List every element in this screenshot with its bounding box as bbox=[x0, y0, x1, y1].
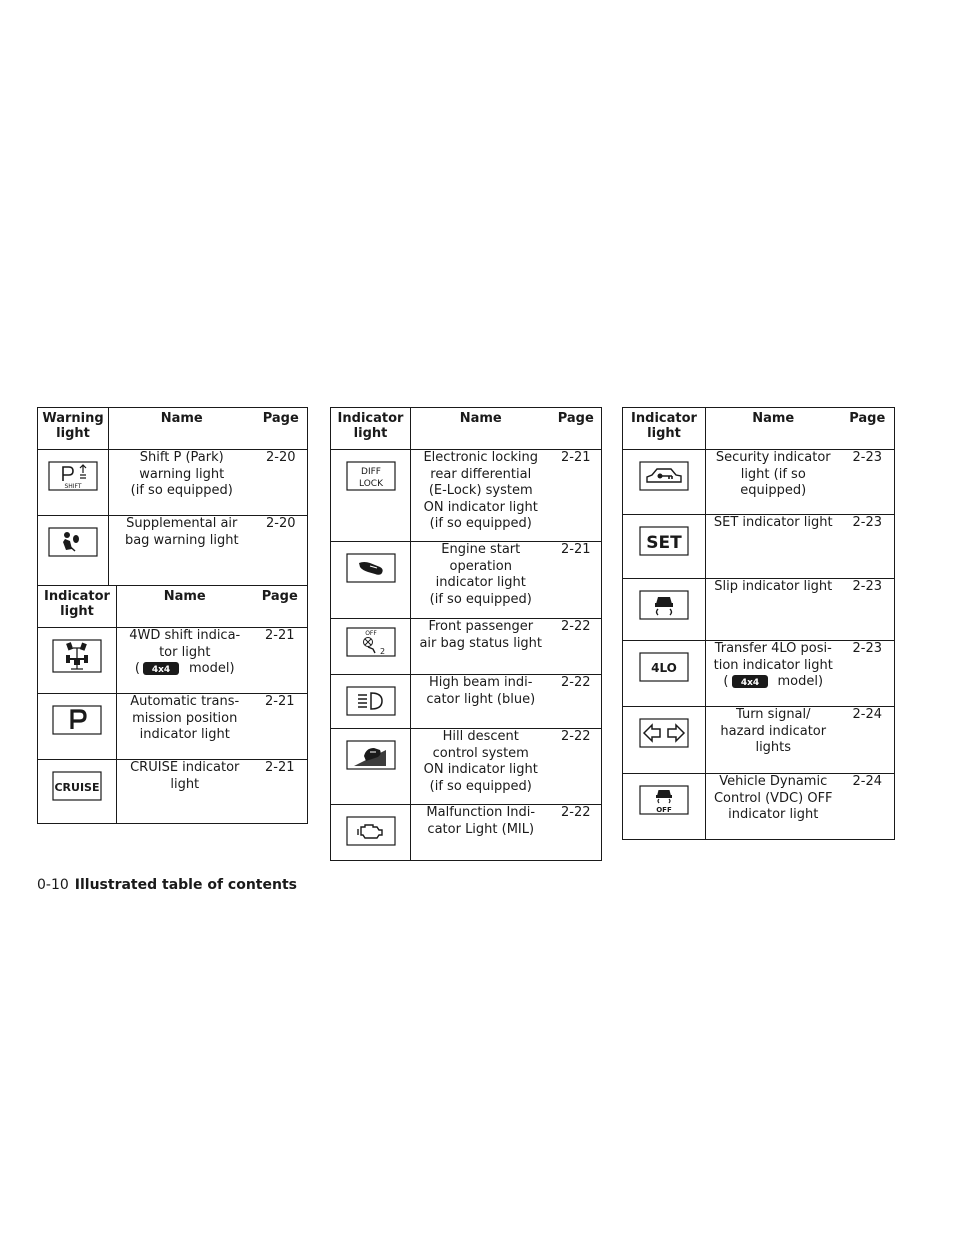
cruise-icon bbox=[52, 771, 102, 801]
engine-start-icon bbox=[346, 553, 396, 583]
badge-text: 4x4 bbox=[740, 678, 759, 688]
cruise-icon-text: CRUISE bbox=[54, 781, 100, 794]
indicator-light-table-1 bbox=[37, 585, 308, 824]
table-row: Engine start operation indicator light (if so equipped) 2-21 bbox=[331, 542, 602, 619]
slip-icon bbox=[639, 590, 689, 620]
diff-lock-text-2: LOCK bbox=[358, 479, 383, 489]
svg-text:SHIFT: SHIFT bbox=[64, 483, 82, 490]
column-header-name: Name bbox=[117, 586, 253, 628]
column-header-page: Page bbox=[253, 586, 308, 628]
section-title: Illustrated table of contents bbox=[74, 877, 297, 893]
passenger-airbag-off-icon bbox=[346, 627, 396, 657]
diff-lock-text-1: DIFF bbox=[360, 467, 381, 477]
column-header-name: Name bbox=[109, 408, 255, 450]
table-row: Security indicator light (if so equipped) 2-23 bbox=[623, 450, 895, 515]
hill-descent-icon bbox=[346, 740, 396, 770]
airbag-seat-number: 2 bbox=[379, 647, 385, 656]
table-row: OFF Vehicle Dynamic Control (VDC) OFF indicator light 2-24 bbox=[623, 774, 895, 840]
vdc-off-icon bbox=[639, 785, 689, 815]
table-header-row bbox=[623, 408, 895, 450]
vdc-off-text: OFF bbox=[656, 806, 672, 814]
column-header-page: Page bbox=[551, 408, 602, 450]
turn-signal-icon bbox=[639, 718, 689, 748]
4x4-badge-icon bbox=[143, 662, 179, 681]
warning-light-table bbox=[37, 407, 308, 586]
4wd-shift-icon bbox=[52, 639, 102, 673]
table-row: OFF 2 Front passenger air bag status light 2-22 bbox=[331, 619, 602, 675]
page-footer bbox=[37, 877, 297, 893]
shift-p-park-icon bbox=[48, 461, 98, 491]
column-header-light: Indicator light bbox=[38, 586, 117, 628]
table-header-row bbox=[331, 408, 602, 450]
table-row: Malfunction Indi- cator Light (MIL) 2-22 bbox=[331, 805, 602, 861]
column-header-page: Page bbox=[841, 408, 895, 450]
model-note: ( 4x4 model) bbox=[117, 661, 253, 681]
table-row: Slip indicator light 2-23 bbox=[623, 579, 895, 641]
column-header-light: Indicator light bbox=[331, 408, 411, 450]
4lo-icon-text: 4LO bbox=[651, 661, 677, 675]
table-row: Hill descent control system ON indicator light (if so equipped) 2-22 bbox=[331, 729, 602, 805]
table-row: 4LO Transfer 4LO posi- tion indicator light ( 4x4 model) 2-23 bbox=[623, 641, 895, 707]
set-icon bbox=[639, 526, 689, 556]
indicator-light-table-2 bbox=[330, 407, 602, 861]
table-row: High beam indi- cator light (blue) 2-22 bbox=[331, 675, 602, 729]
model-note: ( 4x4 model) bbox=[706, 674, 841, 694]
column-header-name: Name bbox=[411, 408, 551, 450]
table-row: Supplemental air bag warning light 2-20 bbox=[38, 516, 308, 586]
badge-text: 4x4 bbox=[151, 665, 171, 675]
table-header-row bbox=[38, 408, 308, 450]
high-beam-icon bbox=[346, 686, 396, 716]
indicator-light-table-3 bbox=[622, 407, 895, 840]
page-number: 0-10 bbox=[37, 877, 69, 893]
column-header-light: Indicator light bbox=[623, 408, 706, 450]
p-position-icon bbox=[52, 705, 102, 735]
set-icon-text: SET bbox=[646, 533, 682, 553]
security-icon bbox=[639, 461, 689, 491]
table-row: SET SET indicator light 2-23 bbox=[623, 515, 895, 579]
column-header-name: Name bbox=[706, 408, 841, 450]
table-row: 4WD shift indica- tor light ( 4x4 model) 2-21 bbox=[38, 628, 308, 694]
airbag-off-text: OFF bbox=[364, 630, 377, 637]
table-header-row bbox=[38, 586, 308, 628]
diff-lock-icon bbox=[346, 461, 396, 491]
column-header-page: Page bbox=[255, 408, 308, 450]
4x4-badge-icon bbox=[732, 675, 768, 694]
airbag-icon bbox=[48, 527, 98, 557]
table-row: Automatic trans- mission position indicator light 2-21 bbox=[38, 694, 308, 760]
column-header-light: Warning light bbox=[38, 408, 109, 450]
table-row: DIFF LOCK Electronic locking rear differential (E-Lock) system ON indicator light (if so equipped) 2-21 bbox=[331, 450, 602, 542]
table-row: CRUISE CRUISE indicator light 2-21 bbox=[38, 760, 308, 824]
4lo-icon bbox=[639, 652, 689, 682]
table-row: Turn signal/ hazard indicator lights 2-24 bbox=[623, 707, 895, 774]
table-row: SHIFT Shift P (Park) warning light (if so equipped) 2-20 bbox=[38, 450, 308, 516]
engine-malfunction-icon bbox=[346, 816, 396, 846]
